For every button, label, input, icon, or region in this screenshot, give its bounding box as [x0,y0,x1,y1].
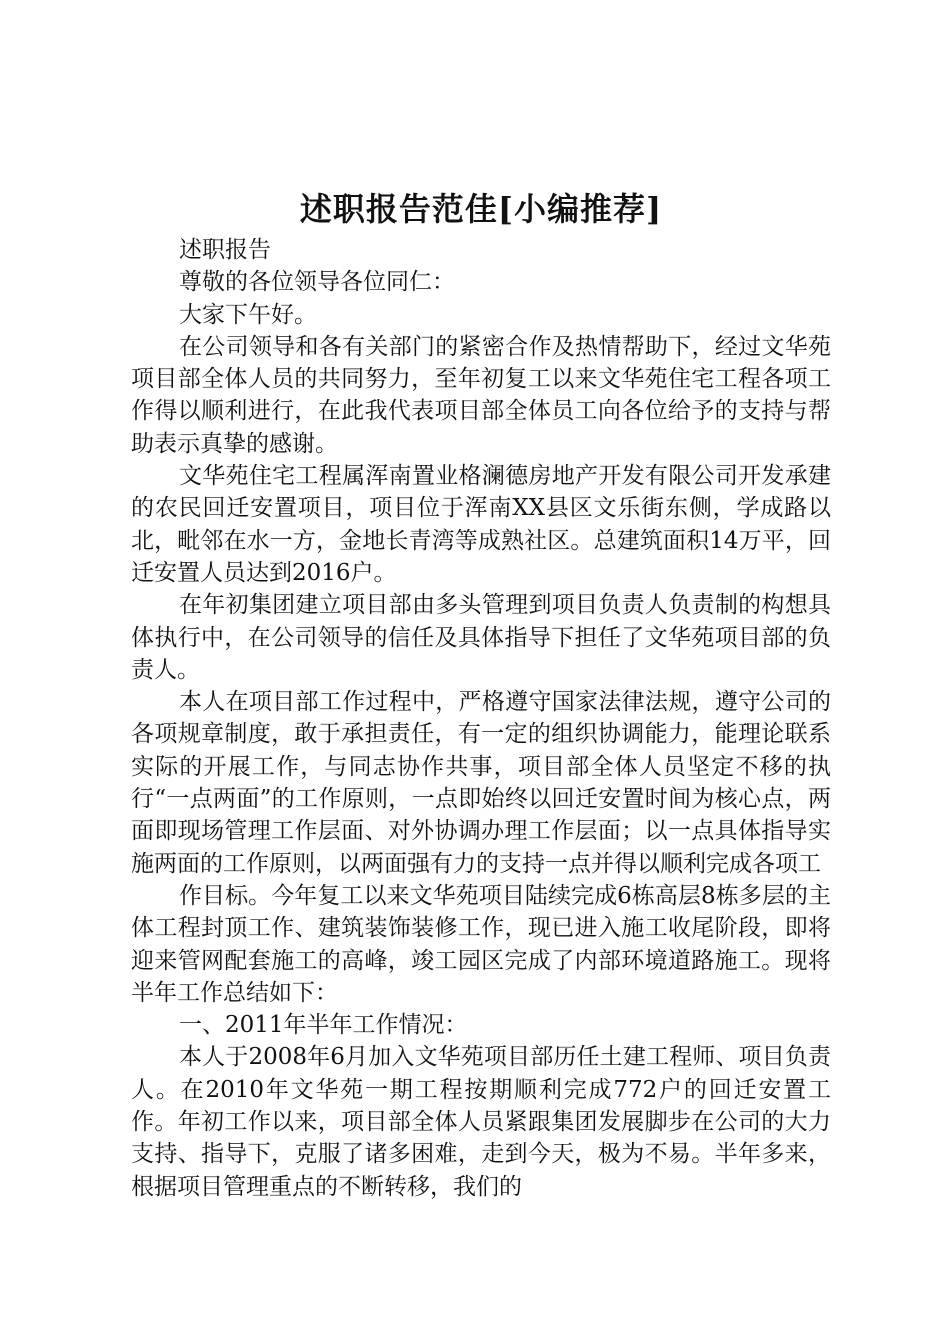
paragraph-project-overview: 文华苑住宅工程属浑南置业格澜德房地产开发有限公司开发承建的农民回迁安置项目，项目位于浑南XX县区文乐街东侧，学成路以北，毗邻在水一方，金地长青湾等成熟社区。总建筑面积14万平，回迁安置人员达到2016户。 [131,463,831,586]
paragraph-section-heading: 一、2011年半年工作情况： [179,1012,468,1039]
paragraph-personal-history: 本人于2008年6月加入文华苑项目部历任土建工程师、项目负责人。在2010年文华苑一期工程按期顺利完成772户的回迁安置工作。年初工作以来，项目部全体人员紧跟集团发展脚步在公司的大力支持、指导下，克服了诸多困难，走到今天，极为不易。半年多来，根据项目管理重点的不断转移，我们的 [131,1044,831,1200]
paragraph-greeting: 大家下午好。 [179,301,317,328]
paragraph-heading: 述职报告 [179,237,271,263]
paragraph-salutation: 尊敬的各位领导各位同仁： [179,269,455,296]
document-title: 述职报告范佳[小编推荐] [299,190,663,228]
paragraph-work-principles: 本人在项目部工作过程中，严格遵守国家法律法规，遵守公司的各项规章制度，敢于承担责任，有一定的组织协调能力，能理论联系实际的开展工作，与同志协作共事，项目部全体人员坚定不移的执行“一点两面”的工作原则，一点即始终以回迁安置时间为核心点，两面即现场管理工作层面、对外协调办理工作层面；以一点具体指导实施两面的工作原则，以两面强有力的支持一点并得以顺利完成各项工 [131,689,831,877]
document-body [131,234,831,1203]
paragraph-appointment: 在年初集团建立项目部由多头管理到项目负责人负责制的构想具体执行中，在公司领导的信任及具体指导下担任了文华苑项目部的负责人。 [131,592,831,683]
paragraph-intro: 在公司领导和各有关部门的紧密合作及热情帮助下，经过文华苑项目部全体人员的共同努力，至年初复工以来文华苑住宅工程各项工作得以顺利进行，在此我代表项目部全体员工向各位给予的支持与帮助表示真挚的感谢。 [131,333,831,457]
paragraph-progress: 作目标。今年复工以来文华苑项目陆续完成6栋高层8栋多层的主体工程封顶工作、建筑装饰装修工作，现已进入施工收尾阶段，即将迎来管网配套施工的高峰，竣工园区完成了内部环境道路施工。现将半年工作总结如下： [131,882,831,1006]
